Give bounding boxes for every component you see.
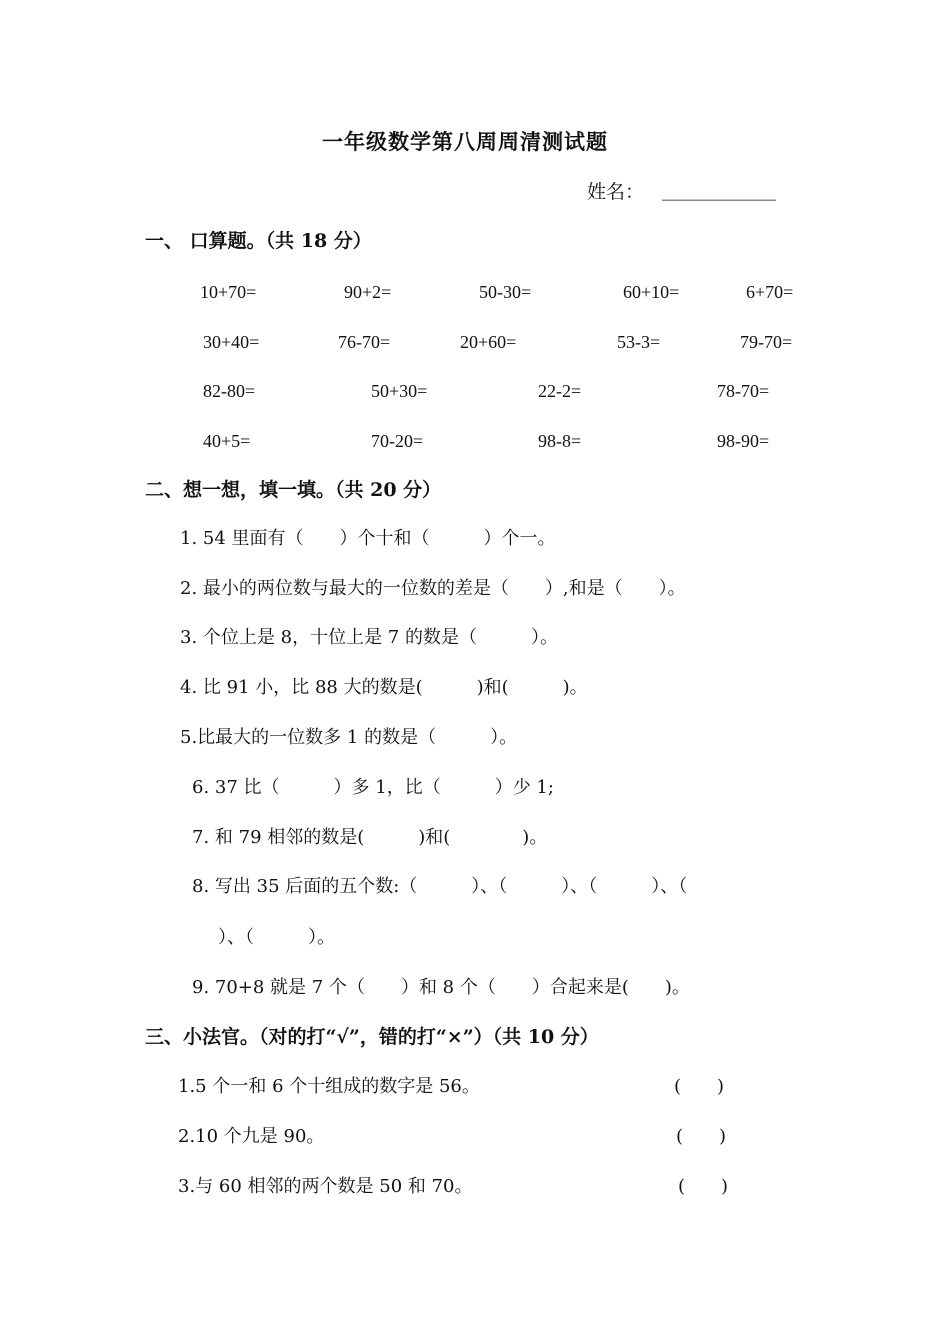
calc-item: 70-20= — [371, 431, 424, 451]
calc-item: 6+70= — [746, 282, 794, 302]
calc-item: 98-90= — [717, 431, 770, 451]
name-label: 姓名： — [587, 181, 645, 203]
calc-item: 60+10= — [623, 282, 680, 302]
question-item: 9. 70+8 就是 7 个（ ）和 8 个（ ）合起来是( )。 — [192, 977, 690, 998]
calc-item: 10+70= — [200, 282, 257, 302]
section3-heading: 三、小法官。（对的打“√”，错的打“×”）（共 10 分） — [145, 1026, 599, 1048]
question-item: 6. 37 比（ ）多 1，比（ ）少 1; — [192, 777, 554, 798]
calc-item: 50-30= — [479, 282, 532, 302]
section1-heading: 一、 口算题。（共 18 分） — [145, 230, 372, 252]
section2-heading: 二、想一想，填一填。（共 20 分） — [145, 479, 442, 501]
page-title: 一年级数学第八周周清测试题 — [322, 129, 608, 154]
judge-item-paren: ( ) — [674, 1076, 725, 1097]
calc-item: 98-8= — [538, 431, 582, 451]
calc-item: 22-2= — [538, 381, 582, 401]
question-item: 7. 和 79 相邻的数是( )和( )。 — [192, 827, 548, 848]
question-item: 4. 比 91 小，比 88 大的数是( )和( )。 — [180, 677, 588, 698]
name-blank: ＿＿＿＿＿＿ — [662, 181, 777, 203]
calc-item: 20+60= — [460, 332, 517, 352]
question-item: 3. 个位上是 8，十位上是 7 的数是（ ）。 — [180, 627, 558, 648]
question-item: 1. 54 里面有（ ）个十和（ ）个一。 — [180, 528, 556, 549]
question-item: 5.比最大的一位数多 1 的数是（ ）。 — [180, 727, 518, 748]
question-item: 8. 写出 35 后面的五个数:（ ）、（ ）、（ ）、（ — [192, 876, 688, 897]
calc-item: 79-70= — [740, 332, 793, 352]
judge-item-text: 3.与 60 相邻的两个数是 50 和 70。 — [178, 1176, 473, 1197]
judge-item-paren: ( ) — [678, 1176, 729, 1197]
calc-item: 82-80= — [203, 381, 256, 401]
question-item-continued: ）、（ ）。 — [218, 927, 335, 948]
judge-item-paren: ( ) — [676, 1126, 727, 1147]
calc-item: 78-70= — [717, 381, 770, 401]
judge-item-text: 2.10 个九是 90。 — [178, 1126, 325, 1147]
calc-item: 76-70= — [338, 332, 391, 352]
calc-item: 50+30= — [371, 381, 428, 401]
calc-item: 30+40= — [203, 332, 260, 352]
calc-item: 40+5= — [203, 431, 251, 451]
calc-item: 90+2= — [344, 282, 392, 302]
question-item: 2. 最小的两位数与最大的一位数的差是（ ）,和是（ ）。 — [180, 578, 686, 599]
calc-item: 53-3= — [617, 332, 661, 352]
judge-item-text: 1.5 个一和 6 个十组成的数字是 56。 — [178, 1076, 480, 1097]
